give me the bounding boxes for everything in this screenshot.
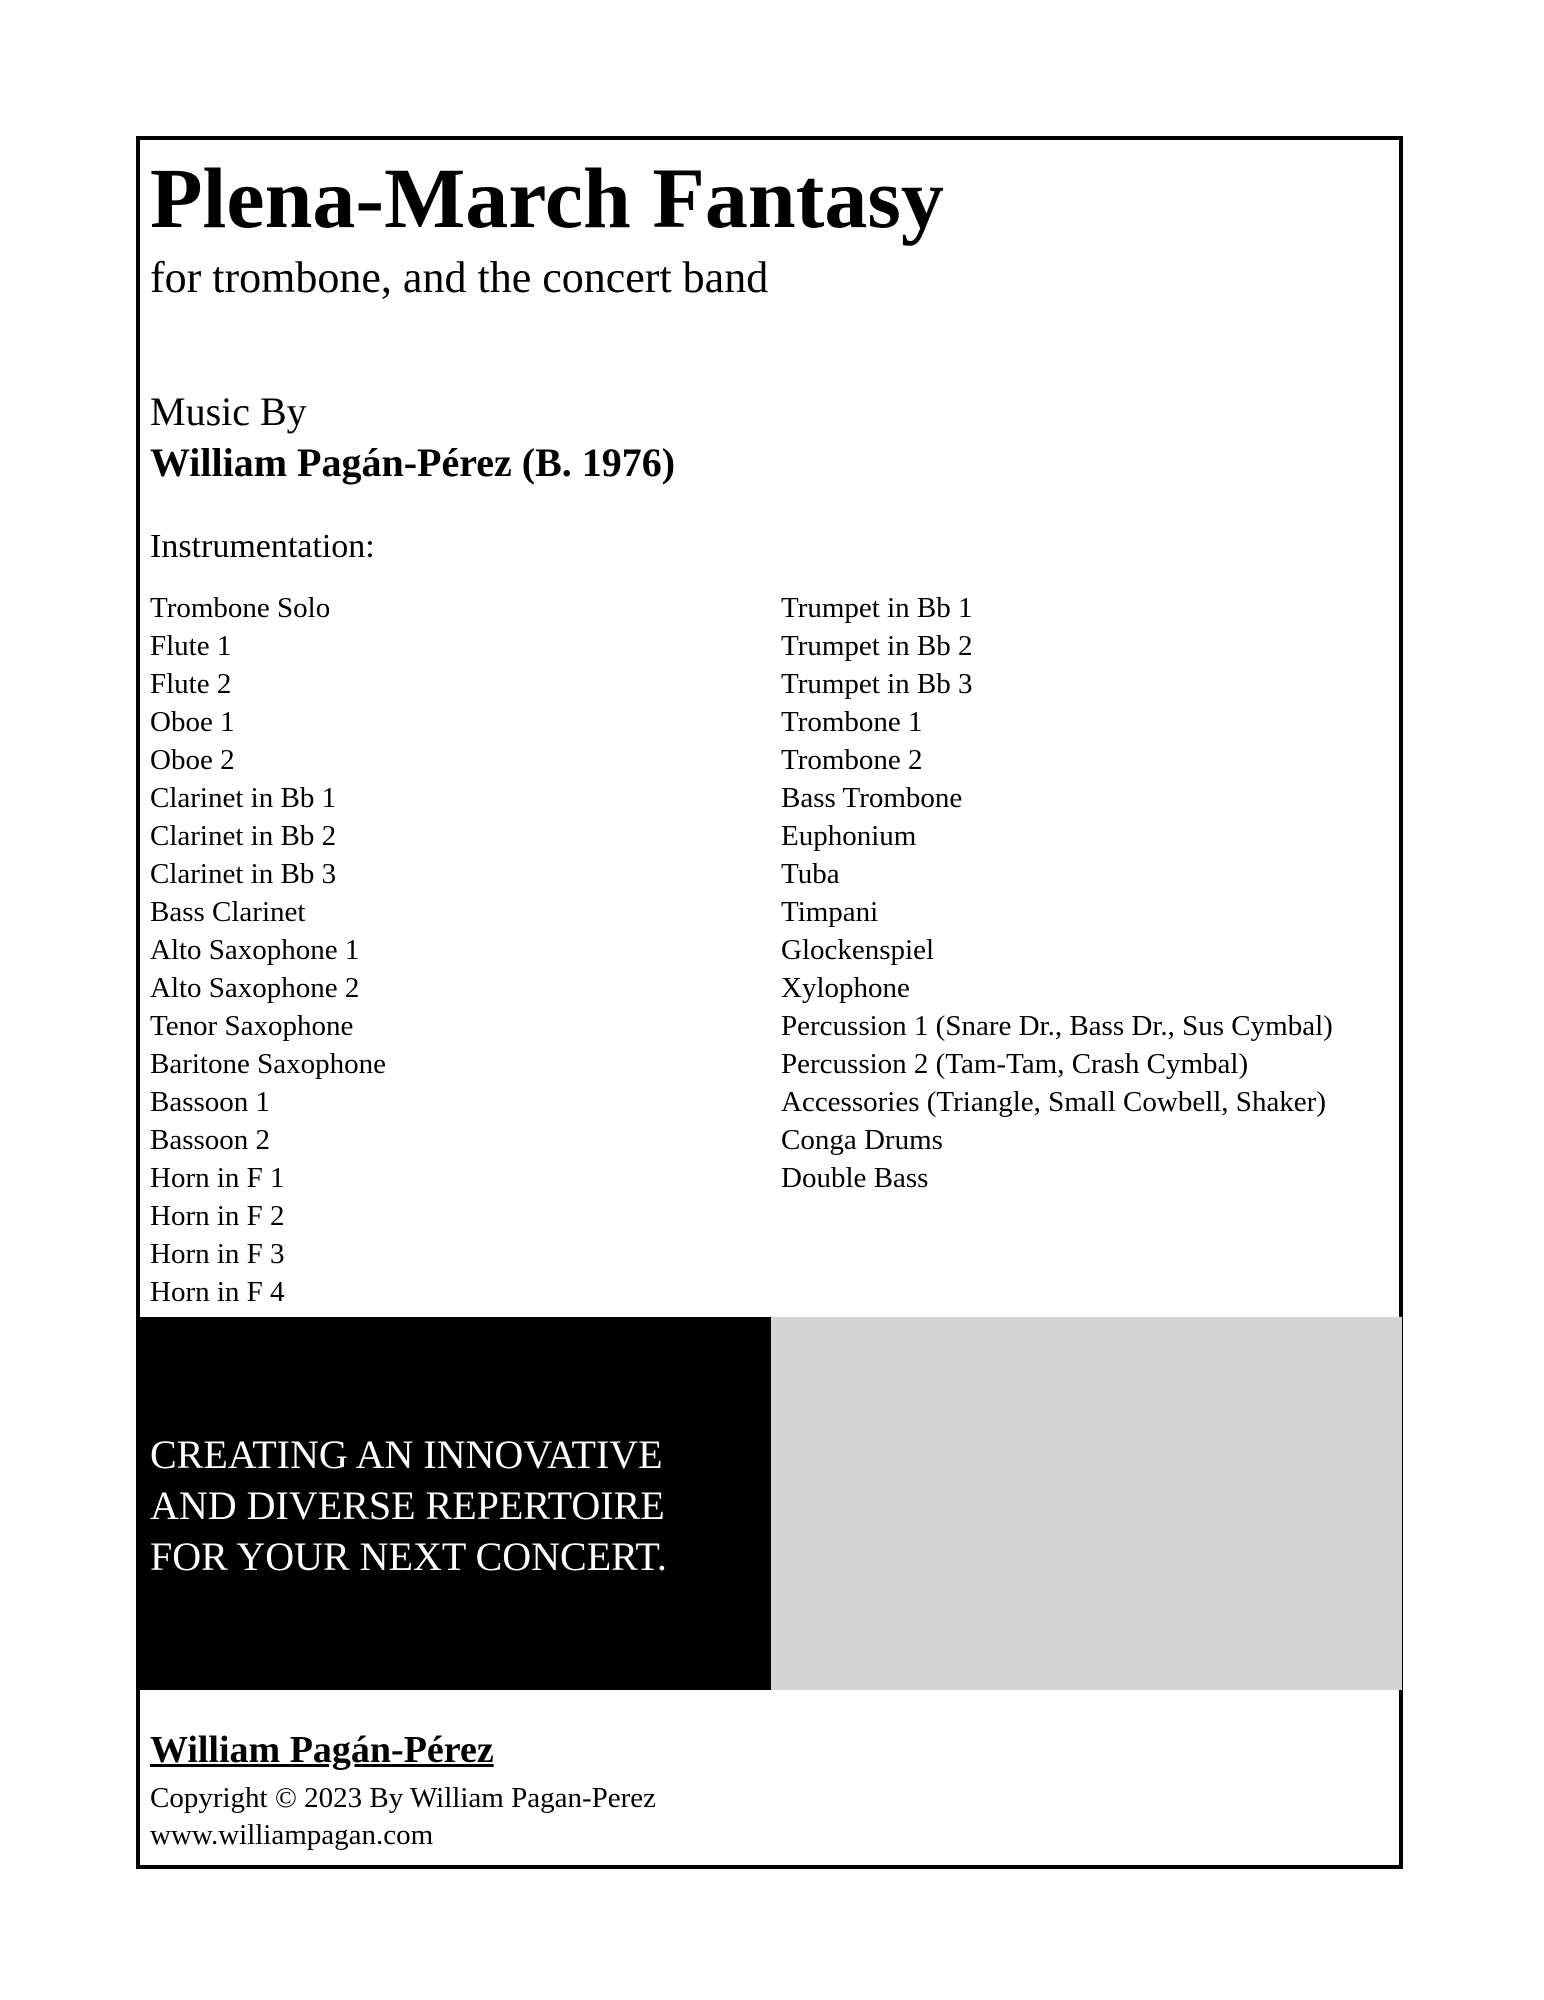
- instrument-item: Tuba: [781, 858, 840, 890]
- website-url: www.williampagan.com: [150, 1819, 434, 1851]
- instrument-item: Trombone 1: [781, 706, 923, 738]
- instrument-item: Timpani: [781, 896, 879, 928]
- instrument-item: Horn in F 3: [150, 1238, 285, 1270]
- music-by-label: Music By: [150, 389, 307, 434]
- composer-name: William Pagán-Pérez (B. 1976): [150, 440, 676, 485]
- instrument-item: Flute 1: [150, 630, 232, 662]
- instrument-item: Tenor Saxophone: [150, 1010, 354, 1042]
- instrument-item: Percussion 1 (Snare Dr., Bass Dr., Sus Cymbal): [781, 1010, 1333, 1042]
- tagline-banner: [137, 1317, 771, 1690]
- instrumentation-list-left: [150, 589, 386, 1311]
- instrument-item: Horn in F 1: [150, 1162, 285, 1194]
- instrument-item: Glockenspiel: [781, 934, 935, 966]
- score-title: Plena-March Fantasy: [150, 150, 944, 246]
- instrument-item: Bassoon 2: [150, 1124, 271, 1156]
- instrument-item: Euphonium: [781, 820, 917, 852]
- instrument-item: Alto Saxophone 1: [150, 934, 360, 966]
- footer-composer-name: William Pagán-Pérez: [150, 1729, 494, 1771]
- tagline-line: CREATING AN INNOVATIVE: [150, 1432, 663, 1477]
- instrument-item: Xylophone: [781, 972, 910, 1004]
- instrument-item: Conga Drums: [781, 1124, 943, 1156]
- instrument-item: Accessories (Triangle, Small Cowbell, Shaker): [781, 1086, 1326, 1118]
- tagline: [150, 1429, 667, 1582]
- instrument-item: Bassoon 1: [150, 1086, 271, 1118]
- instrument-item: Trombone 2: [781, 744, 923, 776]
- instrument-item: Trumpet in Bb 3: [781, 668, 973, 700]
- instrument-item: Percussion 2 (Tam-Tam, Crash Cymbal): [781, 1048, 1249, 1080]
- instrumentation-heading: Instrumentation:: [150, 528, 375, 565]
- instrument-item: Horn in F 2: [150, 1200, 285, 1232]
- instrument-item: Oboe 2: [150, 744, 235, 776]
- instrument-item: Baritone Saxophone: [150, 1048, 386, 1080]
- instrument-item: Clarinet in Bb 1: [150, 782, 337, 814]
- instrument-item: Trumpet in Bb 1: [781, 592, 973, 624]
- tagline-line: FOR YOUR NEXT CONCERT.: [150, 1534, 667, 1579]
- instrumentation-list-right: [781, 589, 1333, 1197]
- instrument-item: Trumpet in Bb 2: [781, 630, 973, 662]
- instrument-item: Flute 2: [150, 668, 232, 700]
- instrument-item: Trombone Solo: [150, 592, 331, 624]
- gray-panel: [771, 1317, 1402, 1690]
- instrument-item: Horn in F 4: [150, 1276, 285, 1308]
- instrument-item: Bass Clarinet: [150, 896, 306, 928]
- copyright-notice: Copyright © 2023 By William Pagan-Perez: [150, 1782, 657, 1814]
- instrument-item: Clarinet in Bb 3: [150, 858, 337, 890]
- instrument-item: Clarinet in Bb 2: [150, 820, 337, 852]
- instrument-item: Oboe 1: [150, 706, 235, 738]
- instrument-item: Alto Saxophone 2: [150, 972, 360, 1004]
- instrument-item: Bass Trombone: [781, 782, 963, 814]
- score-subtitle: for trombone, and the concert band: [150, 253, 769, 302]
- instrument-item: Double Bass: [781, 1162, 929, 1194]
- tagline-line: AND DIVERSE REPERTOIRE: [150, 1483, 665, 1528]
